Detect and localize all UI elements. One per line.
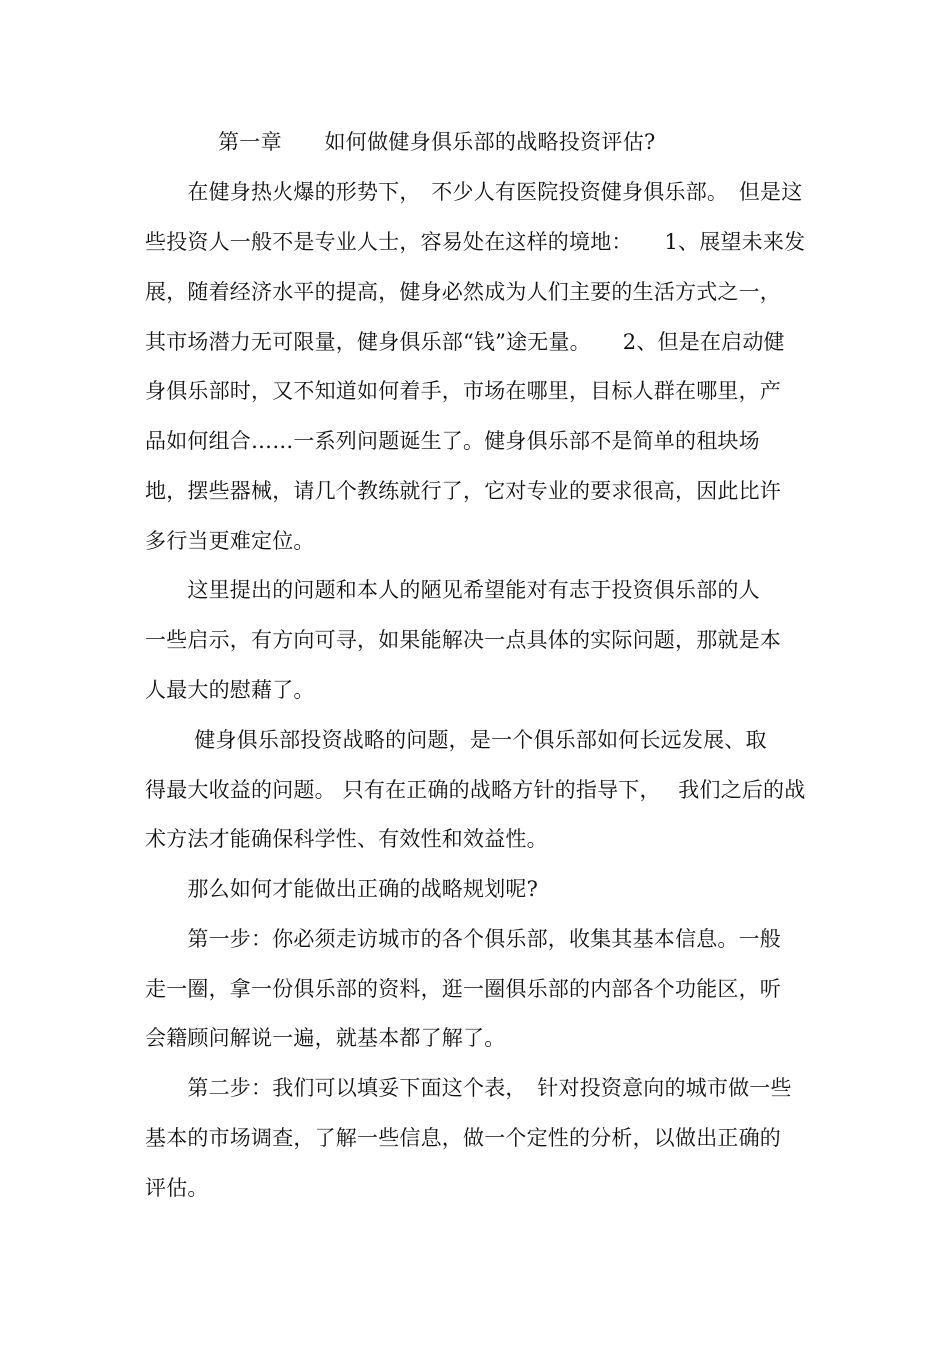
paragraph-line: 评估。 bbox=[145, 1176, 209, 1200]
paragraph-line: 走一圈，拿一份俱乐部的资料，逛一圈俱乐部的内部各个功能区，听 bbox=[145, 977, 781, 1001]
paragraph-line: 第一步：你必须走访城市的各个俱乐部，收集其基本信息。一般 bbox=[145, 927, 781, 951]
paragraph-line: 基本的市场调查，了解一些信息，做一个定性的分析，以做出正确的 bbox=[145, 1126, 781, 1150]
paragraph-line: 品如何组合……一系列问题诞生了。健身俱乐部不是简单的租块场 bbox=[145, 429, 760, 453]
paragraph-line: 术方法才能确保科学性、有效性和效益性。 bbox=[145, 827, 548, 851]
paragraph-line: 身俱乐部时，又不知道如何着手，市场在哪里，目标人群在哪里，产 bbox=[145, 379, 781, 403]
paragraph-line: 在健身热火爆的形势下， 不少人有医院投资健身俱乐部。 但是这 bbox=[145, 180, 803, 204]
paragraph-line: 展，随着经济水平的提高，健身必然成为人们主要的生活方式之一， bbox=[145, 280, 781, 304]
paragraph-line: 地，摆些器械，请几个教练就行了，它对专业的要求很高，因此比许 bbox=[145, 479, 781, 503]
paragraph-line: 得最大收益的问题。 只有在正确的战略方针的指导下， 我们之后的战 bbox=[145, 778, 806, 802]
paragraph-line: 些投资人一般不是专业人士，容易处在这样的境地： 1、展望未来发 bbox=[145, 230, 806, 254]
chapter-title: 第一章 如何做健身俱乐部的战略投资评估? bbox=[218, 130, 656, 154]
paragraph-line: 这里提出的问题和本人的陋见希望能对有志于投资俱乐部的人 bbox=[145, 578, 760, 602]
paragraph-line: 多行当更难定位。 bbox=[145, 529, 315, 553]
paragraph-line: 第二步：我们可以填妥下面这个表， 针对投资意向的城市做一些 bbox=[145, 1076, 792, 1100]
paragraph-line: 其市场潜力无可限量，健身俱乐部“钱”途无量。 2、但是在启动健 bbox=[145, 330, 785, 354]
paragraph-line: 会籍顾问解说一遍，就基本都了解了。 bbox=[145, 1026, 506, 1050]
paragraph-line: 那么如何才能做出正确的战略规划呢? bbox=[145, 877, 539, 901]
paragraph-line: 健身俱乐部投资战略的问题，是一个俱乐部如何长远发展、取 bbox=[145, 728, 767, 752]
paragraph-line: 一些启示，有方向可寻，如果能解决一点具体的实际问题，那就是本 bbox=[145, 628, 781, 652]
paragraph-line: 人最大的慰藉了。 bbox=[145, 678, 315, 702]
